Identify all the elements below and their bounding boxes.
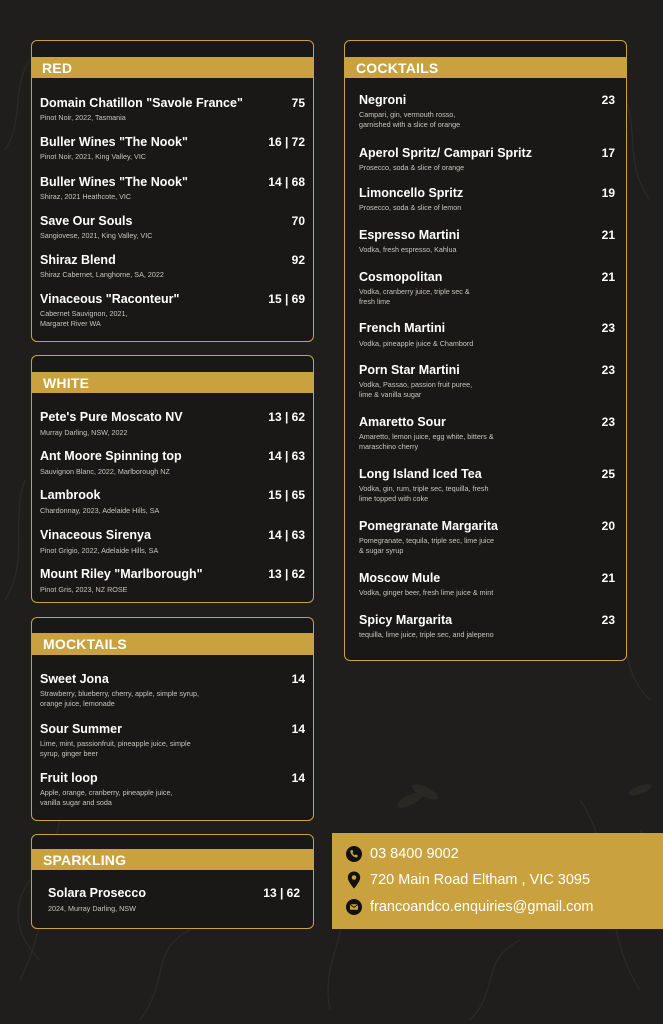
red-header — [32, 57, 313, 78]
location-pin-icon — [346, 872, 362, 888]
item-price: 23 — [601, 321, 615, 335]
white-section — [31, 355, 314, 603]
item-price: 14 — [291, 722, 305, 736]
item-desc: Vodka, pineapple juice & Chambord — [359, 339, 474, 348]
item-desc: 2024, Murray Darling, NSW — [48, 904, 136, 913]
item-price: 23 — [601, 93, 615, 107]
white-title: WHITE — [43, 374, 90, 391]
item-price: 70 — [291, 214, 305, 228]
item-desc: Sangiovese, 2021, King Valley, VIC — [40, 231, 153, 240]
item-name: Limoncello Spritz — [359, 186, 464, 200]
item-desc: Cabernet Sauvignon, 2021, Margaret River WA — [40, 309, 128, 328]
item-name: Domain Chatillon "Savole France" — [40, 96, 243, 110]
contact-email[interactable] — [346, 899, 593, 915]
item-name: Pete's Pure Moscato NV — [40, 410, 183, 424]
item-price: 15 | 65 — [268, 488, 305, 502]
email-text: francoandco.enquiries@gmail.com — [370, 899, 594, 915]
item-name: Shiraz Blend — [40, 253, 116, 267]
item-desc: Vodka, Passao, passion fruit puree, lime & vanilla sugar — [359, 380, 473, 399]
item-name: Moscow Mule — [359, 571, 441, 585]
item-desc: Strawberry, blueberry, cherry, apple, simple syrup, orange juice, lemonade — [40, 689, 199, 708]
item-name: Spicy Margarita — [359, 613, 453, 627]
item-price: 21 — [601, 270, 615, 284]
contact-phone[interactable] — [346, 846, 459, 862]
item-price: 13 | 62 — [268, 567, 305, 581]
item-desc: Sauvignon Blanc, 2022, Marlborough NZ — [40, 467, 170, 476]
item-price: 14 — [291, 771, 305, 785]
email-icon — [346, 899, 362, 915]
item-desc: Chardonnay, 2023, Adelaide Hills, SA — [40, 506, 160, 515]
sparkling-title: SPARKLING — [43, 851, 127, 868]
cocktails-header — [345, 57, 626, 78]
item-name: Save Our Souls — [40, 214, 133, 228]
item-name: Long Island Iced Tea — [359, 467, 482, 481]
item-desc: Apple, orange, cranberry, pineapple juice, vanilla sugar and soda — [40, 788, 173, 807]
mocktails-header — [32, 633, 313, 655]
item-desc: Amaretto, lemon juice, egg white, bitters & maraschino cherry — [359, 432, 494, 451]
item-name: Sour Summer — [40, 722, 122, 736]
item-name: Negroni — [359, 93, 407, 107]
cocktails-title: COCKTAILS — [356, 59, 439, 76]
item-desc: Shiraz, 2021 Heathcote, VIC — [40, 192, 132, 201]
item-name: Cosmopolitan — [359, 270, 443, 284]
white-header — [32, 372, 313, 393]
item-desc: Murray Darling, NSW, 2022 — [40, 428, 128, 437]
item-name: Fruit loop — [40, 771, 98, 785]
address-text: 720 Main Road Eltham , VIC 3095 — [370, 872, 591, 888]
item-desc: tequilla, lime juice, triple sec, and jalepeno — [359, 630, 494, 639]
item-price: 21 — [601, 228, 615, 242]
item-desc: Vodka, gin, rum, triple sec, tequilla, fresh lime topped with coke — [359, 484, 489, 503]
item-desc: Lime, mint, passionfruit, pineapple juice, simple syrup, ginger beer — [40, 739, 191, 758]
item-price: 13 | 62 — [263, 886, 300, 900]
item-name: Porn Star Martini — [359, 363, 460, 377]
phone-icon — [346, 846, 362, 862]
item-price: 23 — [601, 415, 615, 429]
item-desc: Pomegranate, tequila, triple sec, lime juice & sugar syrup — [359, 536, 495, 555]
item-name: Vinaceous Sirenya — [40, 528, 151, 542]
item-name: Amaretto Sour — [359, 415, 446, 429]
item-name: French Martini — [359, 321, 446, 335]
item-price: 16 | 72 — [268, 135, 305, 149]
phone-text: 03 8400 9002 — [370, 846, 459, 862]
item-name: Espresso Martini — [359, 228, 460, 242]
item-name: Buller Wines "The Nook" — [40, 175, 188, 189]
item-price: 25 — [601, 467, 615, 481]
item-desc: Pinot Grigio, 2022, Adelaide Hills, SA — [40, 546, 159, 555]
item-name: Aperol Spritz/ Campari Spritz — [359, 146, 532, 160]
item-desc: Campari, gin, vermouth rosso, garnished with a slice of orange — [359, 110, 461, 129]
sparkling-section — [31, 834, 314, 929]
item-price: 15 | 69 — [268, 292, 305, 306]
item-name: Vinaceous "Raconteur" — [40, 292, 180, 306]
item-name: Pomegranate Margarita — [359, 519, 498, 533]
item-desc: Vodka, fresh espresso, Kahlua — [359, 245, 457, 254]
mocktails-title: MOCKTAILS — [43, 636, 127, 652]
item-price: 21 — [601, 571, 615, 585]
item-price: 23 — [601, 363, 615, 377]
item-price: 20 — [601, 519, 615, 533]
item-price: 14 | 63 — [268, 449, 305, 463]
item-desc: Prosecco, soda & slice of orange — [359, 163, 465, 172]
item-name: Solara Prosecco — [48, 886, 146, 900]
item-price: 13 | 62 — [268, 410, 305, 424]
item-price: 75 — [291, 96, 305, 110]
item-name: Buller Wines "The Nook" — [40, 135, 188, 149]
item-desc: Shiraz Cabernet, Langhorne, SA, 2022 — [40, 270, 164, 279]
mocktails-section — [31, 617, 314, 821]
item-price: 14 — [291, 672, 305, 686]
item-name: Sweet Jona — [40, 672, 109, 686]
item-name: Lambrook — [40, 488, 101, 502]
item-name: Mount Riley "Marlborough" — [40, 567, 203, 581]
item-price: 19 — [601, 186, 615, 200]
item-price: 92 — [291, 253, 305, 267]
red-section — [31, 40, 314, 342]
red-title: RED — [42, 59, 73, 76]
item-desc: Pinot Gris, 2023, NZ ROSE — [40, 585, 128, 594]
item-desc: Vodka, ginger beer, fresh lime juice & mint — [359, 588, 494, 597]
item-price: 17 — [601, 146, 615, 160]
item-desc: Vodka, cranberry juice, triple sec & fresh lime — [359, 287, 470, 306]
sparkling-header — [32, 849, 313, 870]
contact-box — [332, 833, 663, 929]
cocktails-section — [344, 40, 627, 661]
item-desc: Pinot Noir, 2021, King Valley, VIC — [40, 152, 147, 161]
item-name: Ant Moore Spinning top — [40, 449, 182, 463]
item-price: 14 | 63 — [268, 528, 305, 542]
item-price: 14 | 68 — [268, 175, 305, 189]
item-price: 23 — [601, 613, 615, 627]
item-desc: Pinot Noir, 2022, Tasmania — [40, 113, 126, 122]
contact-address[interactable] — [346, 872, 590, 888]
item-desc: Prosecco, soda & slice of lemon — [359, 203, 462, 212]
